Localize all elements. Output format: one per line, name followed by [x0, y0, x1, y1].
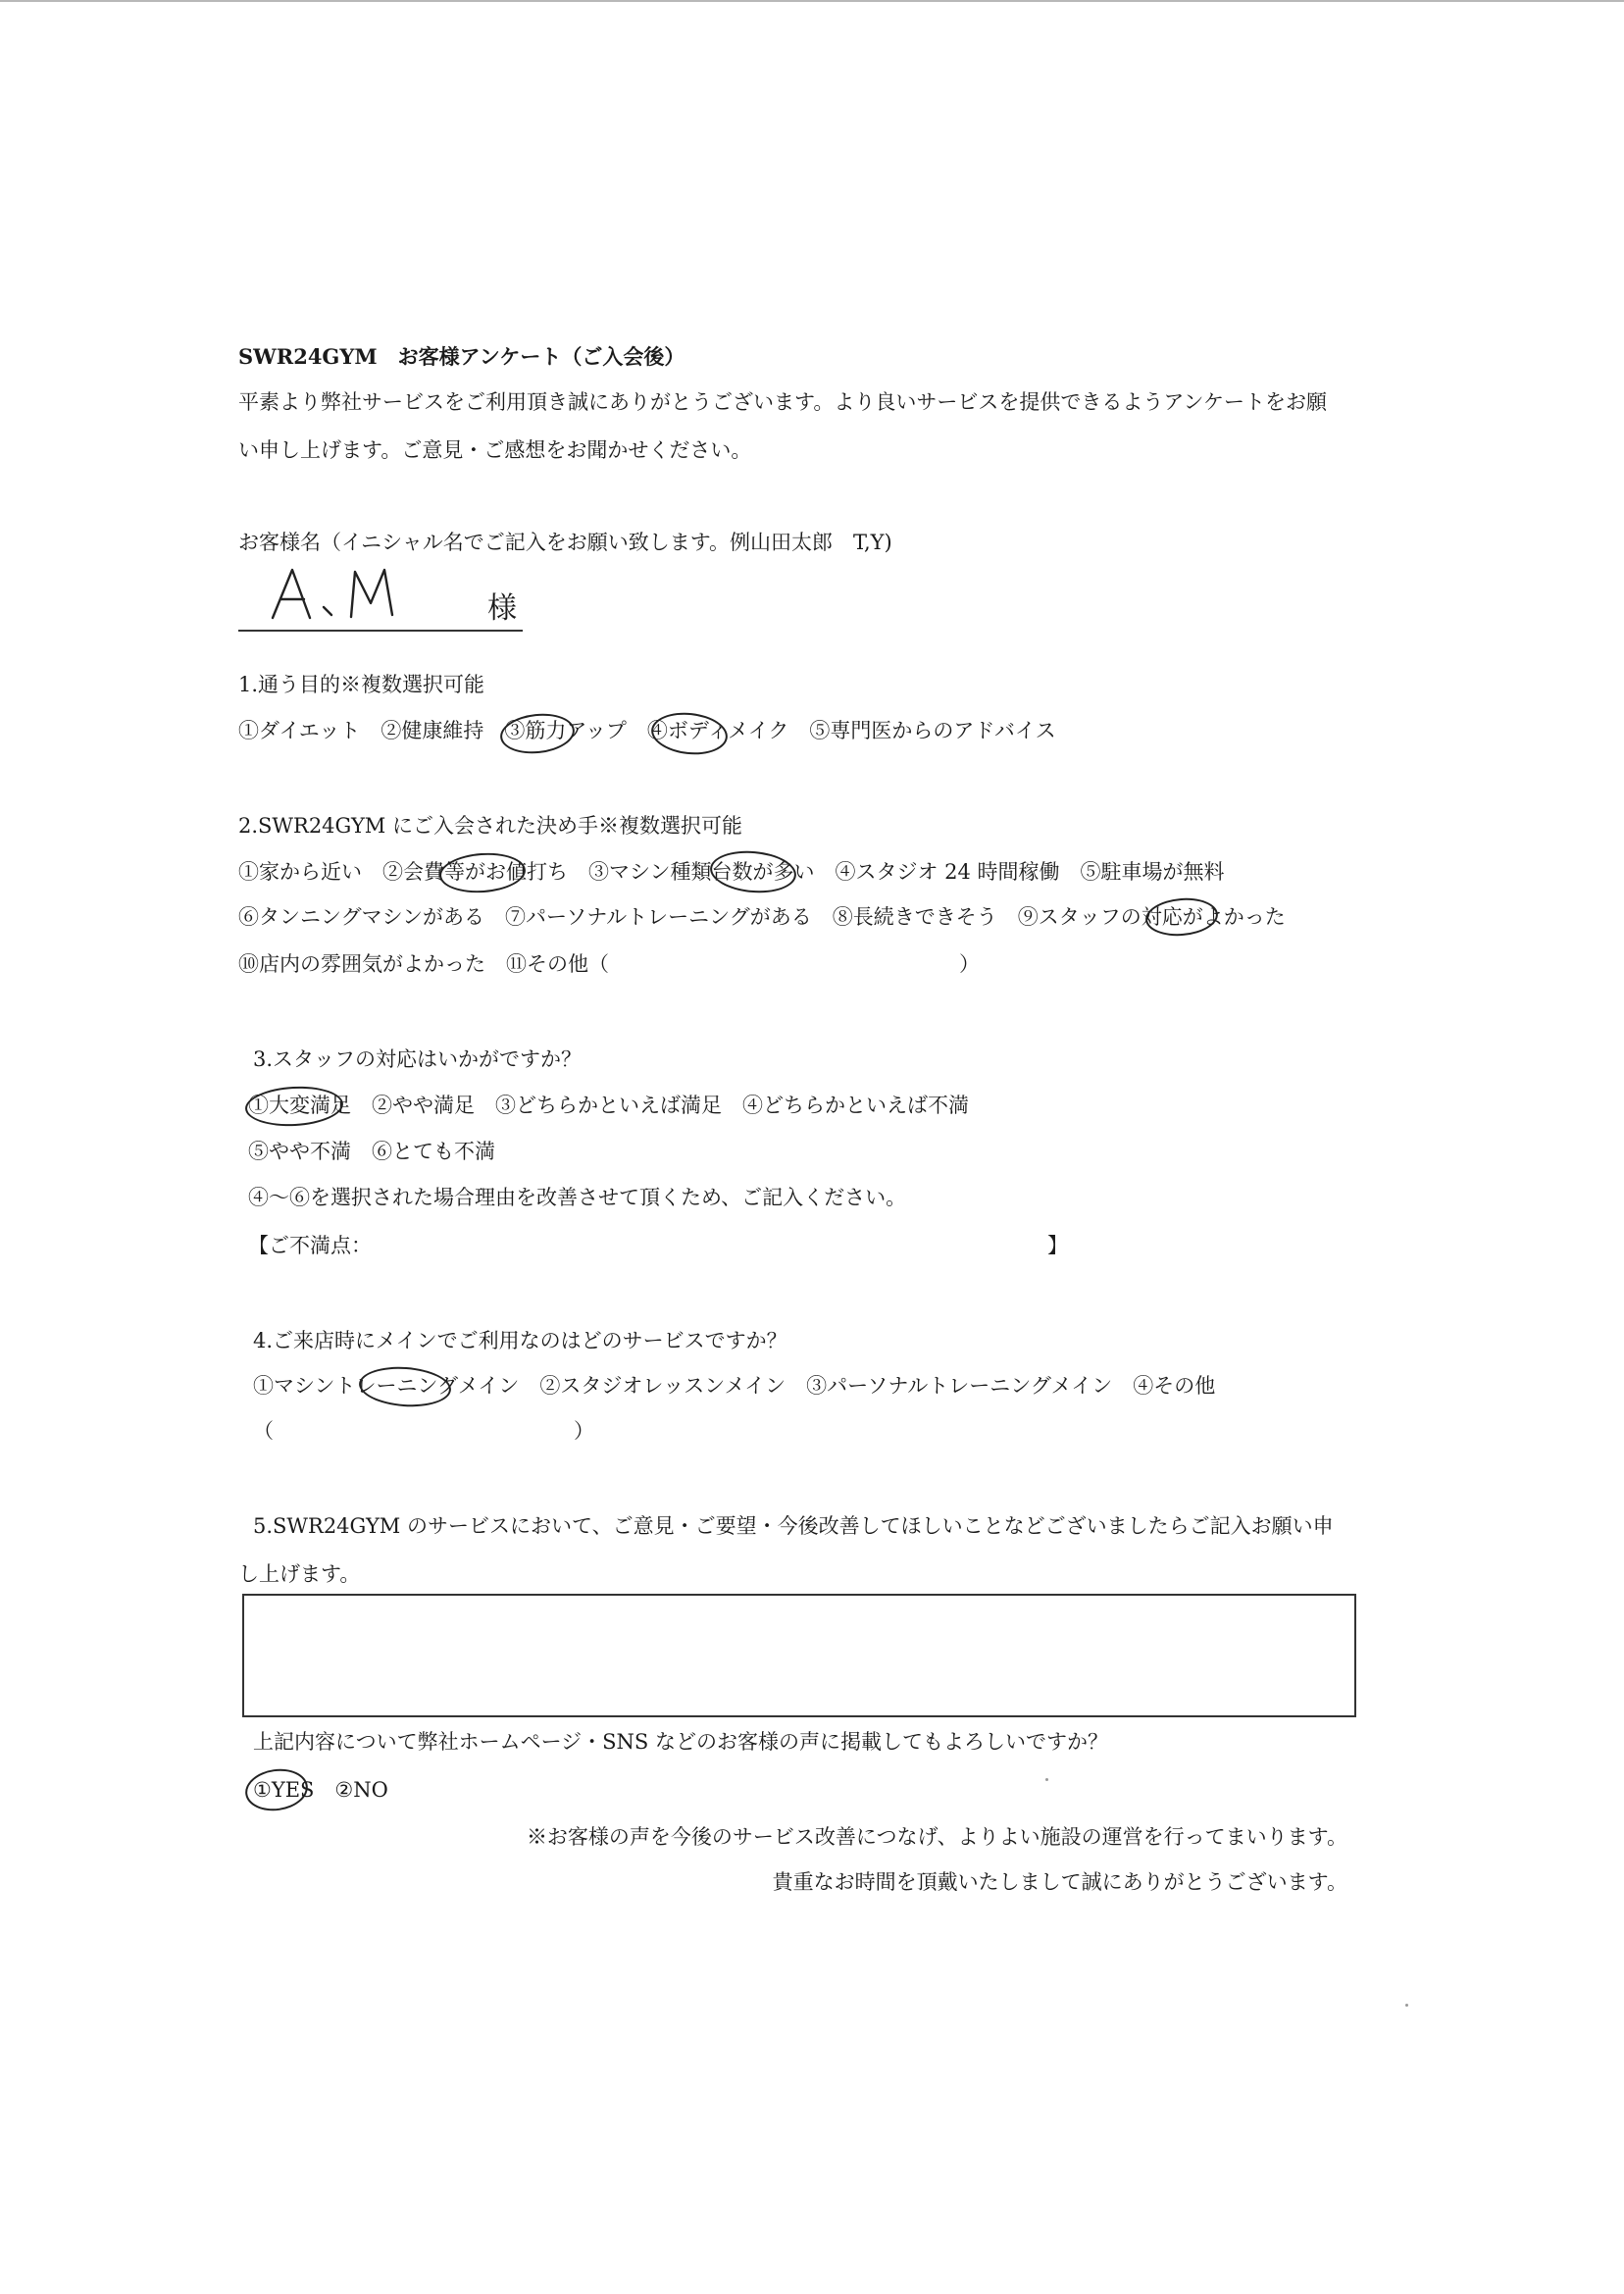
- q5-answer-box[interactable]: [242, 1594, 1356, 1717]
- q3-options-line-2[interactable]: ⑤やや不満 ⑥とても不満: [248, 1140, 495, 1163]
- q4-options[interactable]: ①マシントレーニングメイン ②スタジオレッスンメイン ③パーソナルトレーニングメイン ④その他: [253, 1374, 1216, 1398]
- q3-complaint-open: 【ご不満点：: [248, 1234, 372, 1257]
- q3-selected-circle: [244, 1084, 344, 1128]
- q4-other-paren-open: （: [253, 1419, 274, 1443]
- q3-options-line-1[interactable]: ①大変満足 ②やや満足 ③どちらかといえば満足 ④どちらかといえば不満: [248, 1094, 969, 1117]
- scan-speck: [1045, 1778, 1048, 1781]
- footer-thanks-line-1: ※お客様の声を今後のサービス改善につなげ、よりよい施設の運営を行ってまいります。: [526, 1825, 1347, 1849]
- scan-speck: [1405, 2004, 1408, 2007]
- scan-edge: [0, 0, 1624, 2]
- handwritten-name: [265, 564, 422, 623]
- q2-selected-circle-fee: [438, 850, 528, 895]
- customer-name-label: お客様名（イニシャル名でご記入をお願い致します。例山田太郎 T,Y): [238, 531, 892, 554]
- q2-question: 2.SWR24GYM にご入会された決め手※複数選択可能: [238, 814, 742, 838]
- q4-question: 4.ご来店時にメインでご利用なのはどのサービスですか？: [253, 1329, 787, 1352]
- intro-text-line-2: い申し上げます。ご意見・ご感想をお聞かせください。: [238, 438, 752, 462]
- q1-options[interactable]: ①ダイエット ②健康維持 ③筋力アップ ④ボディメイク ⑤専門医からのアドバイス: [238, 719, 1056, 742]
- q1-question: 1.通う目的※複数選択可能: [238, 673, 485, 696]
- publish-selected-circle: [242, 1765, 310, 1814]
- publish-options[interactable]: ①YES ②NO: [253, 1778, 388, 1802]
- q3-complaint-close: 】: [1047, 1234, 1068, 1257]
- q2-options-line-1[interactable]: ①家から近い ②会費等がお値打ち ③マシン種類台数が多い ④スタジオ 24 時間稼働 ⑤駐車場が無料: [238, 860, 1225, 884]
- name-underline: [238, 630, 523, 632]
- q3-note: ④〜⑥を選択された場合理由を改善させて頂くため、ご記入ください。: [248, 1186, 907, 1209]
- publish-question: 上記内容について弊社ホームページ・SNS などのお客様の声に掲載してもよろしいですか？: [253, 1730, 1108, 1754]
- q2-options-line-2[interactable]: ⑥タンニングマシンがある ⑦パーソナルトレーニングがある ⑧長続きできそう ⑨スタッフの対応がよかった: [238, 905, 1286, 929]
- footer-thanks-line-2: 貴重なお時間を頂戴いたしまして誠にありがとうございます。: [772, 1870, 1347, 1894]
- q3-question: 3.スタッフの対応はいかがですか？: [253, 1047, 583, 1071]
- q5-question-line-2: し上げます。: [238, 1562, 361, 1586]
- survey-title: SWR24GYM お客様アンケート（ご入会後）: [238, 344, 685, 369]
- q4-selected-circle: [358, 1364, 453, 1409]
- name-suffix: 様: [487, 591, 517, 626]
- q2-options-line-3[interactable]: ⑩店内の雰囲気がよかった ⑪その他（ ）: [238, 952, 980, 976]
- q1-selected-circle-bodymake: [649, 709, 730, 758]
- q4-other-paren-close: ）: [574, 1419, 594, 1443]
- q2-selected-circle-machines: [708, 847, 797, 896]
- q2-selected-circle-staff: [1143, 895, 1219, 939]
- intro-text-line-1: 平素より弊社サービスをご利用頂き誠にありがとうございます。より良いサービスを提供できるようアンケートをお願: [238, 390, 1328, 414]
- q5-question-line-1: 5.SWR24GYM のサービスにおいて、ご意見・ご要望・今後改善してほしいことなどございましたらご記入お願い申: [253, 1514, 1334, 1538]
